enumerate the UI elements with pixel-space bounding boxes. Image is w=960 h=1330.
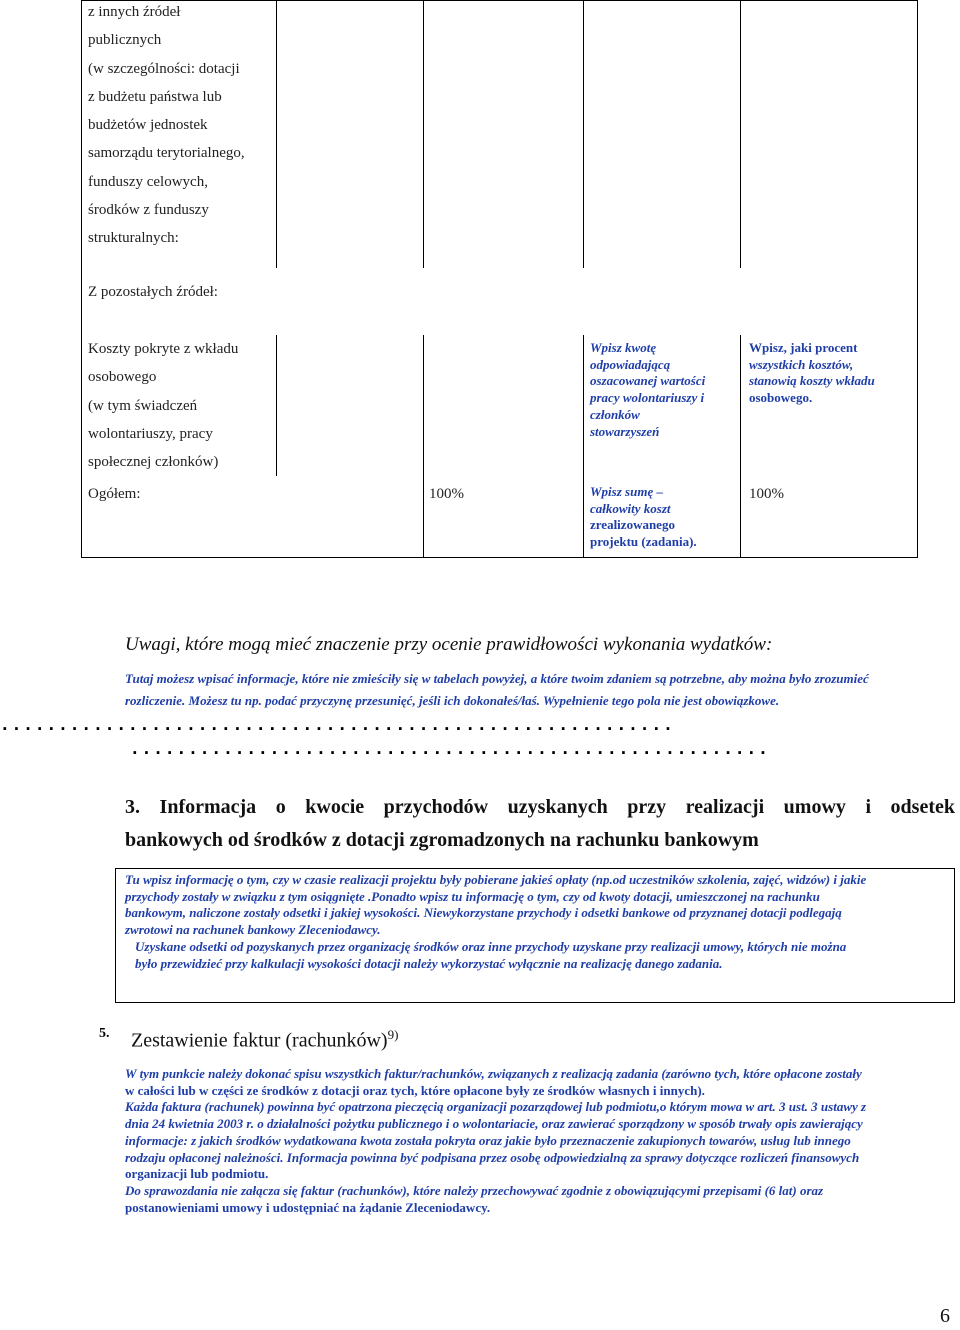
section-3-title: 3. Informacja o kwocie przychodów uzyskanych przy realizacji umowy i odsetek bankowych od środków z dotacji zgromadzonych na rachunku bankowym	[125, 796, 955, 851]
row-personal-contribution-label: Koszty pokryte z wkładu osobowego (w tym świadczeń wolontariuszy, pracy społecznej członków)	[88, 341, 239, 471]
table-col-1a	[276, 0, 277, 268]
remarks-heading: Uwagi, które mogą mieć znaczenie przy ocenie prawidłowości wykonania wydatków:	[125, 634, 773, 655]
personal-contribution-percent-hint: Wpisz, jaki procent wszystkich kosztów, stanowią koszty wkładu osobowego.	[749, 340, 875, 406]
row-other-public-sources-label: z innych źródeł publicznych (w szczególności: dotacji z budżetu państwa lub budżetów jednostek samorządu terytorialnego, funduszy celowych, środków z funduszy strukturalnych:	[88, 4, 245, 247]
section-5-title: Zestawienie faktur (rachunków)$^{9)}$	[131, 1027, 399, 1052]
section-5-instructions: W tym punkcie należy dokonać spisu wszystkich faktur/rachunków, związanych z realizacją zadania (zarówno tych, które opłacone zostały w całości lub w części ze środków z dotacji oraz tych, które opłacone były ze środków własnych i innych). Każda faktura (rachunek) powinna być opatrzona pieczęcią organizacji pozarządowej lub podmiotu,o którym mowa w art. 3 ust. 3 ustawy z dnia 24 kwietnia 2003 r. o działalności pożytku publicznego i o wolontariacie, oraz zawierać sporządzony w sposób trwały opis zawierający informacje: z jakich środków wydatkowana kwota została pokryta oraz jakie było przeznaczenie zakupionych towarów, usług lub innego rodzaju opłaconej należności. Informacja powinna być podpisana przez osobę odpowiedzialną za sprawy dotyczące rozliczeń finansowych organizacji lub podmiotu. Do sprawozdania nie załącza się faktur (rachunków), które należy przechowywać zgodnie z obowiązującymi przepisami (6 lat) oraz postanowieniami umowy i udostępniać na żądanie Zleceniodawcy.	[125, 1066, 867, 1215]
remarks-dotted-line-2[interactable]: .......................................................	[130, 739, 770, 758]
remarks-hint: Tutaj możesz wpisać informacje, które nie zmieściły się w tabelach powyżej, a które twoim zdaniem są potrzebne, aby można było zrozumieć rozliczenie. Możesz tu np. podać przyczynę przesunięć, jeśli ich dokonałeś/łaś. Wypełnienie tego pola nie jest obowiązkowe.	[125, 671, 869, 708]
total-percent-left: 100%	[429, 486, 464, 502]
table-col-3b	[583, 335, 584, 558]
table-col-3a	[583, 0, 584, 268]
row-other-sources-label: Z pozostałych źródeł:	[88, 284, 218, 300]
total-amount-hint: Wpisz sumę – całkowity koszt zrealizowanego projektu (zadania).	[590, 484, 697, 550]
personal-contribution-amount-hint: Wpisz kwotę odpowiadającą oszacowanej wartości pracy wolontariuszy i członków stowarzyszeń	[590, 340, 706, 439]
total-percent-right: 100%	[749, 486, 784, 502]
table-col-2a	[423, 0, 424, 268]
table-col-2b	[423, 335, 424, 558]
total-label: Ogółem:	[88, 486, 141, 502]
section-3-instructions: Tu wpisz informację o tym, czy w czasie realizacji projektu były pobierane jakieś opłaty (np.od uczestników szkolenia, zajęć, widzów) i jakie przychody zostały w związku z tym osiągnięte .Ponadto wpisz tu informację o tym, czy od kwoty dotacji, umieszczonej na rachunku bankowym, naliczone zostały odsetki i jakiej wysokości. Niewykorzystane przychody i odsetki bankowe od przyznanej dotacji podlegają zwrotowi na rachunek bankowy Zleceniodawcy. Uzyskane odsetki od pozyskanych przez organizację środków oraz inne przychody uzyskane przy realizacji umowy, których nie można było przewidzieć przy kalkulacji wysokości dotacji należy wykorzystać wyłącznie na realizację danego zadania.	[125, 872, 867, 971]
table-col-1b	[276, 335, 277, 476]
table-border-right	[917, 0, 918, 558]
section-5-number: 5.	[99, 1026, 110, 1041]
table-col-4b	[740, 335, 741, 558]
table-border-bottom	[81, 557, 918, 558]
table-border-left	[81, 0, 82, 558]
page-number: 6	[940, 1305, 950, 1327]
table-col-4a	[740, 0, 741, 268]
remarks-dotted-line-1[interactable]: ..........................................................	[0, 715, 675, 734]
